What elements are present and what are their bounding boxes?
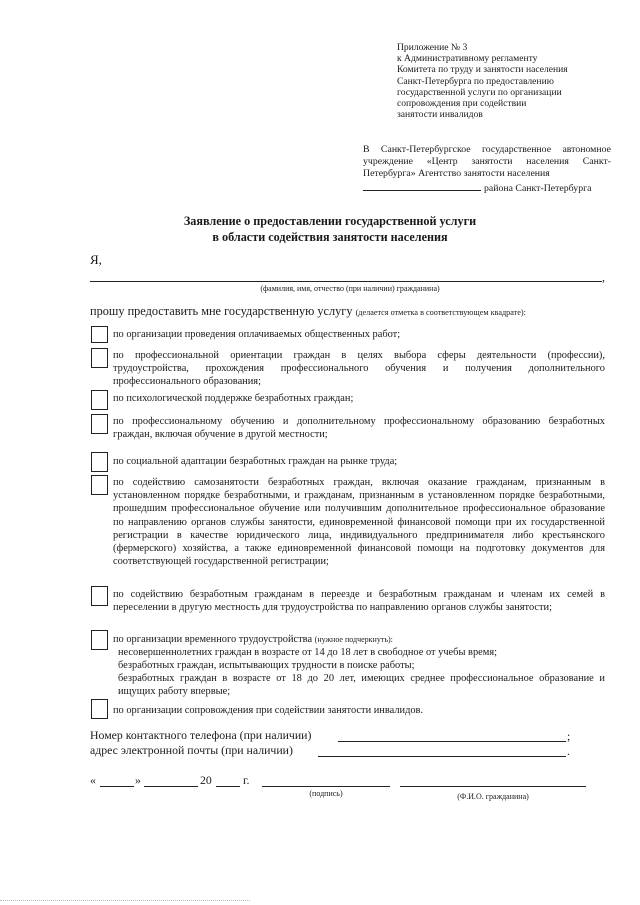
signature-caption: (подпись) — [309, 789, 343, 798]
appendix-line: Приложение № 3 — [397, 42, 468, 53]
addressee-text: В Санкт-Петербургское государственное автономное учреждение «Центр занятости населения Санкт-Петербурга» Агентство занятости населения — [363, 144, 611, 180]
checkbox-vocational-training[interactable] — [91, 414, 108, 434]
service-psych-support: по психологической поддержке безработных граждан; — [113, 393, 354, 404]
quote-open: « — [90, 773, 96, 787]
full-name-caption: (Ф.И.О. гражданина) — [457, 792, 529, 801]
appendix-line: государственной услуги по организации — [397, 86, 562, 98]
year-prefix: 20 — [200, 773, 212, 787]
service-social-adaptation: по социальной адаптации безработных граждан на рынке труда; — [113, 456, 398, 467]
appendix-line: сопровождения при содействии — [397, 98, 527, 110]
request-note: (делается отметка в соответствующем квадрате): — [355, 308, 526, 317]
title-line-1: Заявление о предоставлении государственной услуги — [183, 214, 477, 228]
temporary-employment-text: по организации временного трудоустройства — [113, 634, 313, 645]
service-disabled-support: по организации сопровождения при содействии занятости инвалидов. — [113, 705, 424, 716]
service-public-works: по организации проведения оплачиваемых общественных работ; — [113, 329, 401, 340]
email-field[interactable] — [318, 756, 566, 757]
service-vocational-training: по профессиональному обучению и дополнительному профессиональному образованию безработных граждан, включая обучение в другой местности; — [113, 416, 605, 441]
document-title — [150, 214, 510, 245]
service-career-guidance: по профессиональной ориентации граждан в целях выбора сферы деятельности (профессии), трудоустройства, прохождения профессионального обучения и получения дополнительного профессионального образования; — [113, 350, 605, 388]
year-suffix: г. — [243, 773, 250, 787]
appendix-line: к Административному регламенту — [397, 53, 538, 65]
applicant-pronoun: Я, — [90, 252, 102, 267]
scan-edge — [0, 900, 250, 901]
checkbox-self-employment[interactable] — [91, 475, 108, 495]
checkbox-relocation[interactable] — [91, 586, 108, 606]
appendix-line: Комитета по труду и занятости населения — [397, 64, 568, 76]
appendix-header — [397, 42, 619, 120]
checkbox-public-works[interactable] — [91, 326, 108, 343]
year-field[interactable] — [216, 786, 240, 787]
checkbox-career-guidance[interactable] — [91, 348, 108, 368]
phone-label: Номер контактного телефона (при наличии) — [90, 728, 312, 742]
name-caption: (фамилия, имя, отчество (при наличии) гражданина) — [260, 284, 440, 293]
quote-close: » — [135, 773, 141, 787]
checkbox-psych-support[interactable] — [91, 390, 108, 410]
service-temporary-employment — [113, 633, 605, 646]
name-line-end: , — [602, 270, 605, 284]
full-name-field[interactable] — [400, 786, 586, 787]
district-field[interactable] — [363, 181, 481, 191]
signature-field[interactable] — [262, 786, 390, 787]
checkbox-social-adaptation[interactable] — [91, 452, 108, 472]
addressee — [363, 144, 611, 195]
phone-field[interactable] — [338, 741, 566, 742]
day-field[interactable] — [100, 786, 134, 787]
temporary-option-minors[interactable]: несовершеннолетних граждан в возрасте от 14 до 18 лет в свободное от учебы время; — [118, 647, 497, 658]
temporary-employment-note: (нужное подчеркнуть): — [314, 635, 393, 644]
appendix-line: Санкт-Петербурга по предоставлению — [397, 75, 554, 87]
email-end: . — [567, 744, 570, 758]
email-label: адрес электронной почты (при наличии) — [90, 743, 293, 757]
month-field[interactable] — [144, 786, 198, 787]
request-line — [90, 304, 526, 319]
service-relocation: по содействию безработным гражданам в переезде и безработным гражданам и членам их семей в переселении в другую местность для трудоустройства по направлению органов службы занятости; — [113, 589, 605, 614]
addressee-district: района Санкт-Петербурга — [484, 182, 592, 194]
request-text: прошу предоставить мне государственную услугу — [90, 304, 353, 318]
applicant-name-field[interactable] — [90, 281, 602, 282]
checkbox-temporary-employment[interactable] — [91, 630, 108, 650]
phone-end: ; — [567, 729, 571, 743]
checkbox-disabled-support[interactable] — [91, 699, 108, 719]
temporary-option-job-search[interactable]: безработных граждан, испытывающих трудности в поиске работы; — [118, 660, 415, 671]
title-line-2: в области содействия занятости населения — [212, 229, 448, 244]
appendix-line: занятости инвалидов — [397, 109, 483, 121]
service-self-employment: по содействию самозанятости безработных граждан, включая оказание гражданам, признанным в установленном порядке безработными, и гражданам, признанным в установленном порядке безработными, прошедшим профессиональное обучение или получившим дополнительное профессиональное образование по направлению органов службы занятости, единовременной финансовой помощи при их государственной регистрации в качестве юридического лица, индивидуального предпринимателя либо крестьянского (фермерского) хозяйства, а также единовременной финансовой помощи на подготовку документов для соответствующей государственной регистрации; — [113, 477, 605, 568]
temporary-option-young-graduates[interactable]: безработных граждан в возрасте от 18 до 20 лет, имеющих среднее профессиональное образование и ищущих работу впервые; — [118, 673, 605, 698]
